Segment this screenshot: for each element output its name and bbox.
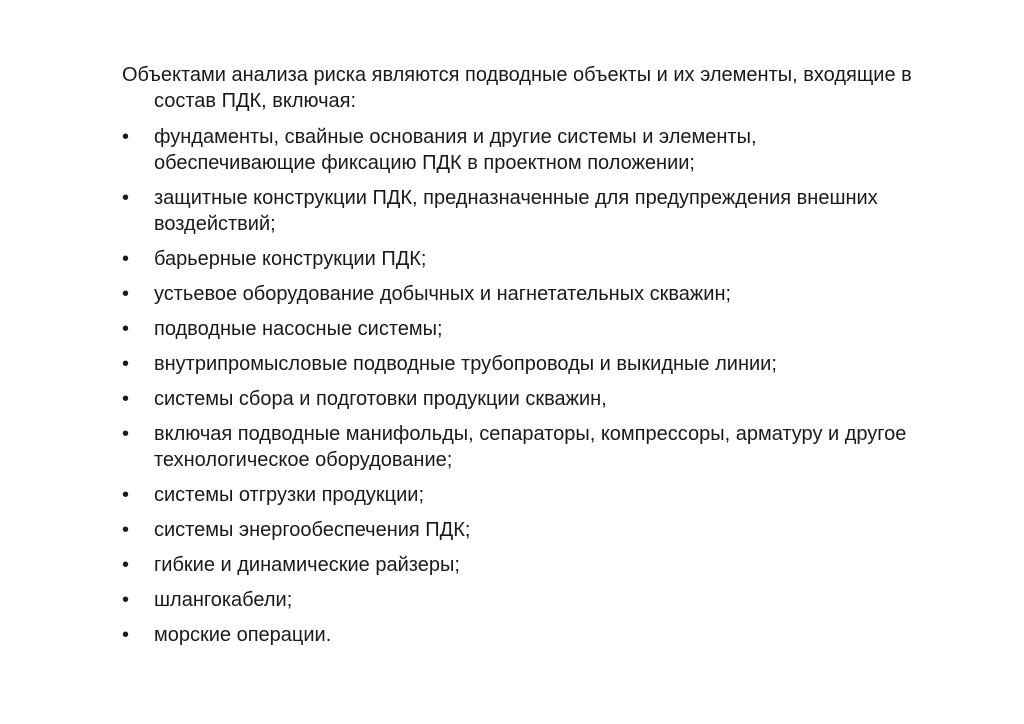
list-item [122, 421, 922, 473]
list-item-text: системы отгрузки продукции; [154, 484, 425, 506]
list-item [122, 482, 922, 508]
list-item-text: включая подводные манифольды, сепараторы, компрессоры, арматуру и другое технологическое оборудование; [154, 423, 907, 471]
list-item-text: системы энергообеспечения ПДК; [154, 519, 471, 541]
list-item [122, 552, 922, 578]
list-item [122, 386, 922, 412]
intro-paragraph: Объектами анализа риска являются подводные объекты и их элементы, входящие в состав ПДК, включая: [122, 64, 912, 112]
bullet-icon: • [122, 283, 130, 305]
list-item-text: защитные конструкции ПДК, предназначенные для предупреждения внешних воздействий; [154, 187, 878, 235]
list-item [122, 622, 922, 648]
list-item [122, 281, 922, 307]
list-item [122, 517, 922, 543]
risk-objects-list [122, 124, 922, 648]
bullet-icon: • [122, 624, 130, 646]
list-item [122, 351, 922, 377]
bullet-icon: • [122, 353, 130, 375]
list-item-text: шлангокабели; [154, 589, 293, 611]
bullet-icon: • [122, 484, 130, 506]
bullet-icon: • [122, 423, 130, 445]
bullet-icon: • [122, 187, 130, 209]
list-item-text: морские операции. [154, 624, 332, 646]
list-item-text: подводные насосные системы; [154, 318, 443, 340]
list-item-text: гибкие и динамические райзеры; [154, 554, 460, 576]
bullet-icon: • [122, 248, 130, 270]
list-item [122, 185, 922, 237]
bullet-icon: • [122, 388, 130, 410]
list-item [122, 316, 922, 342]
list-item [122, 246, 922, 272]
list-item-text: фундаменты, свайные основания и другие системы и элементы, обеспечивающие фиксацию ПДК в проектном положении; [154, 126, 757, 174]
bullet-icon: • [122, 589, 130, 611]
bullet-icon: • [122, 554, 130, 576]
slide-content [122, 62, 922, 657]
list-item-text: устьевое оборудование добычных и нагнетательных скважин; [154, 283, 732, 305]
list-item-text: барьерные конструкции ПДК; [154, 248, 427, 270]
list-item [122, 587, 922, 613]
bullet-icon: • [122, 318, 130, 340]
list-item-text: системы сбора и подготовки продукции скважин, [154, 388, 607, 410]
bullet-icon: • [122, 519, 130, 541]
list-item-text: внутрипромысловые подводные трубопроводы и выкидные линии; [154, 353, 777, 375]
list-item [122, 124, 922, 176]
bullet-icon: • [122, 126, 130, 148]
